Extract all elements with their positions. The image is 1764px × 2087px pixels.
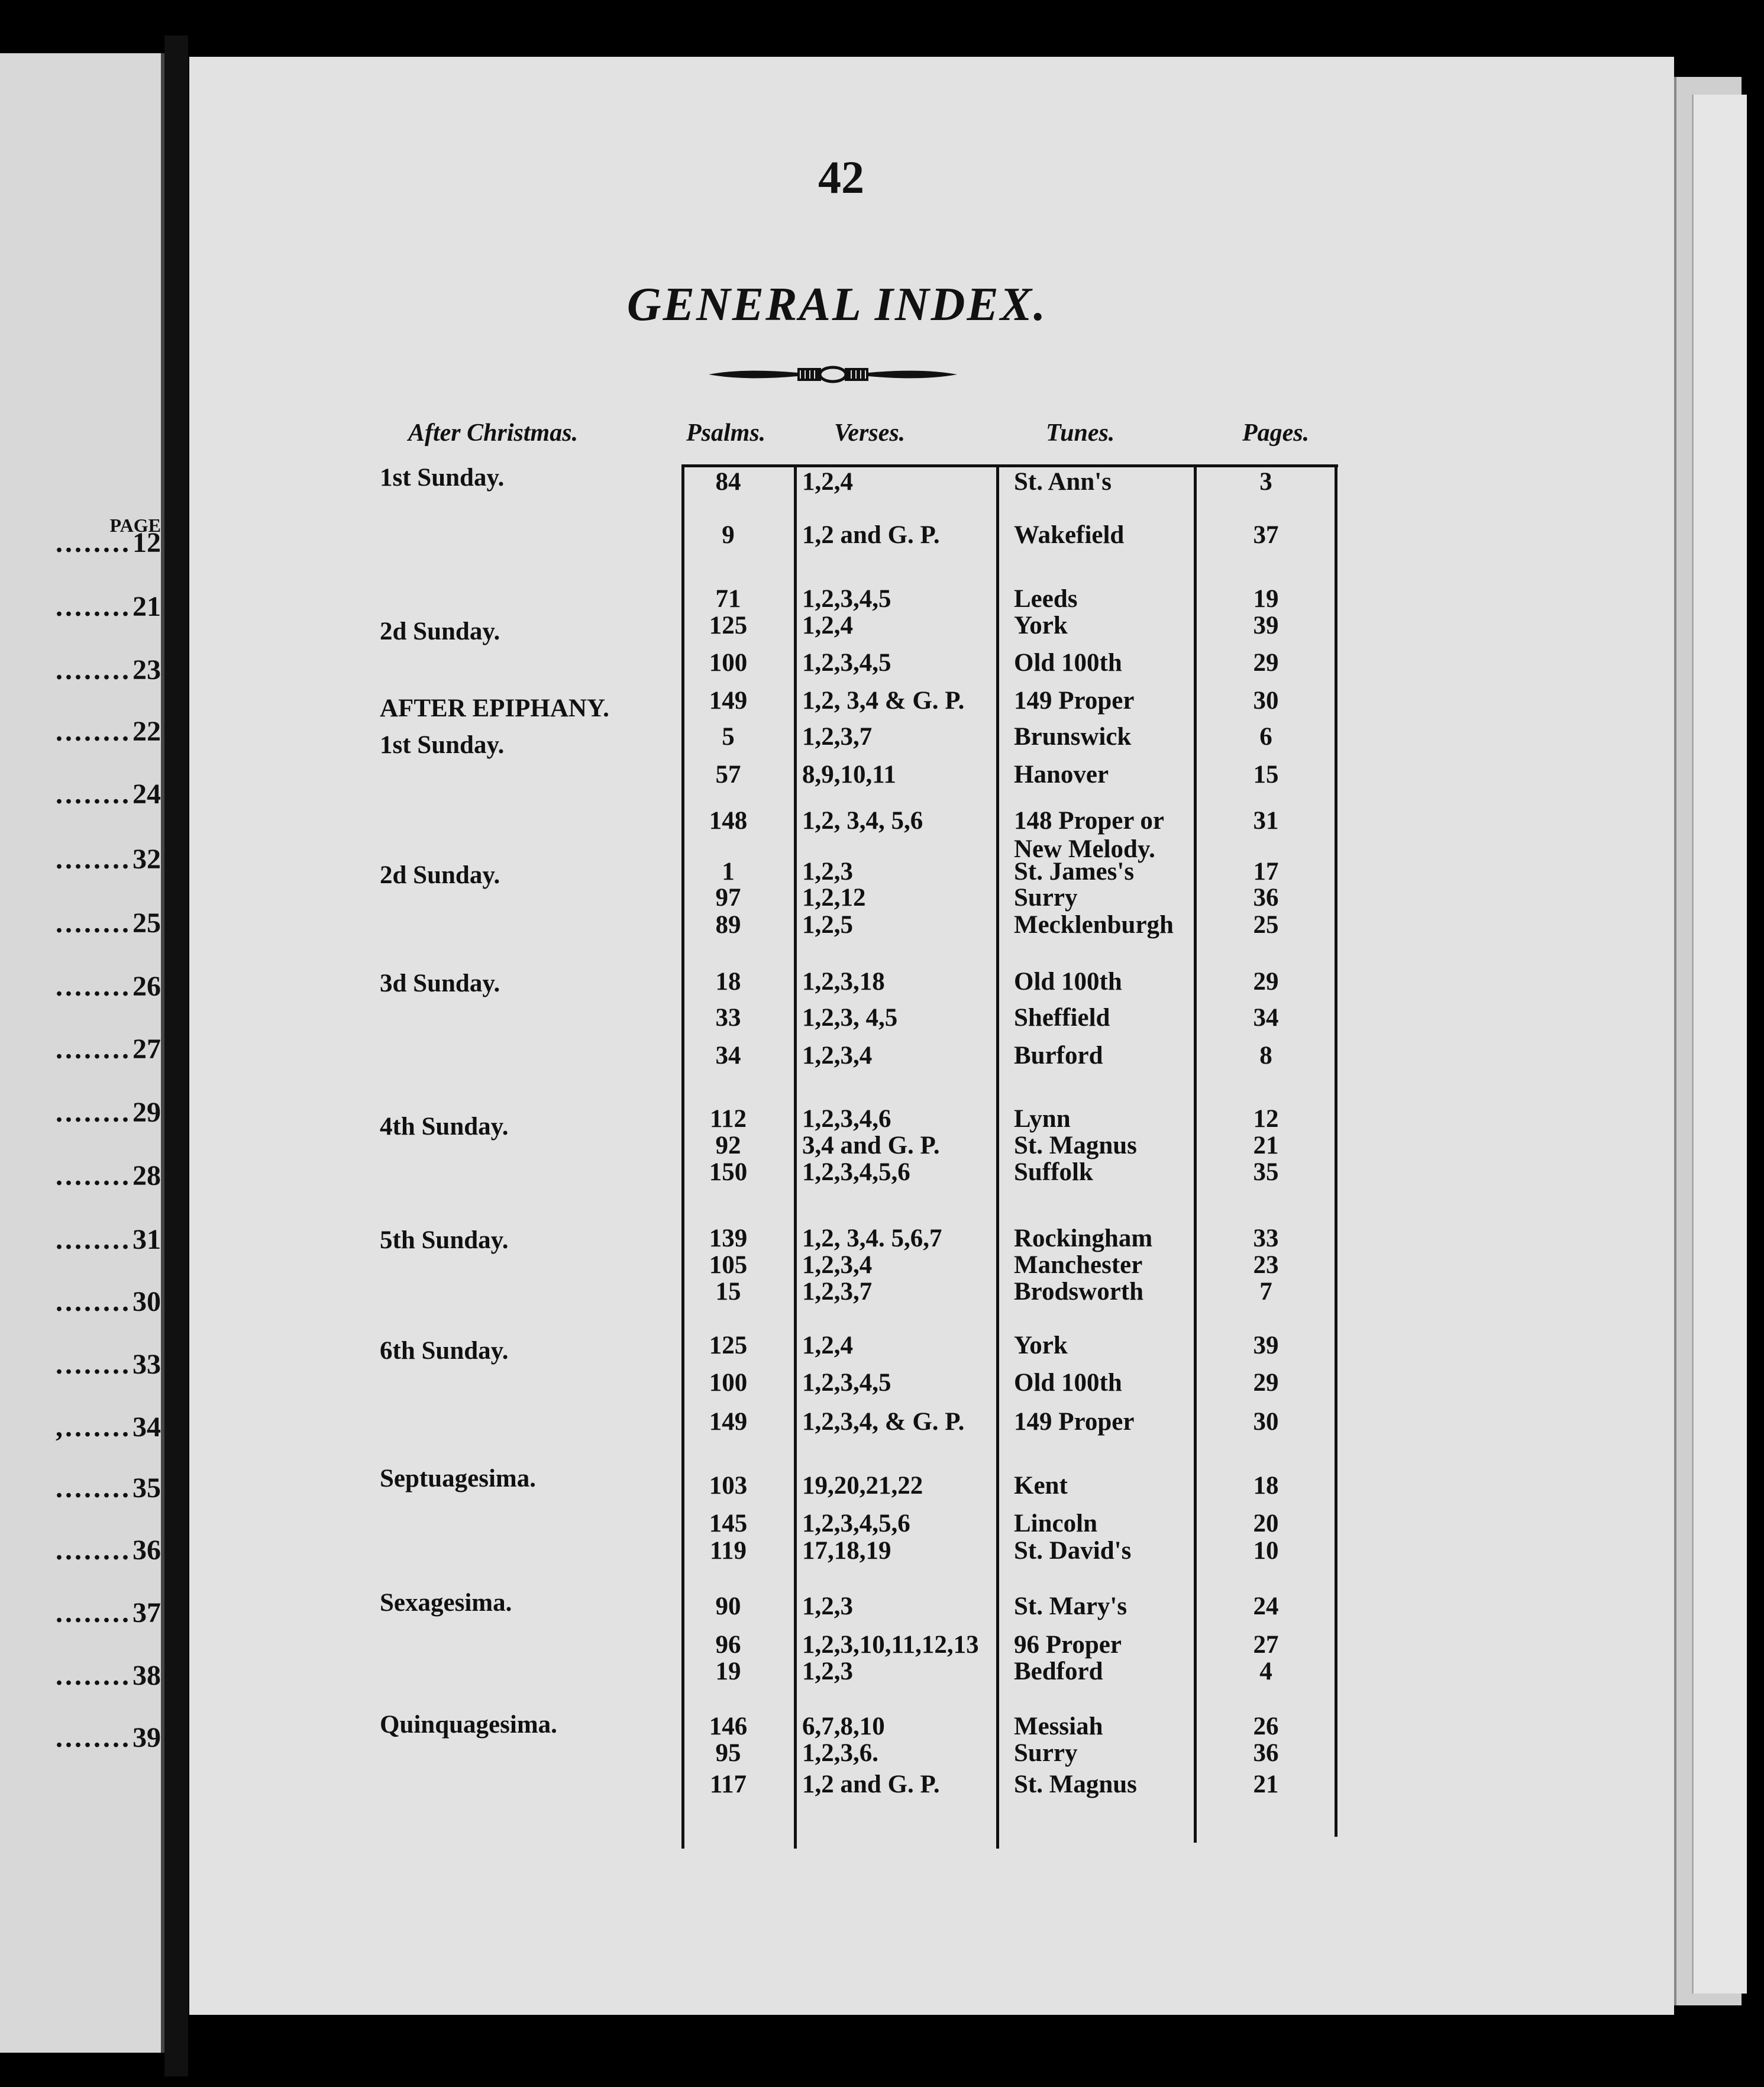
tune-name <box>1014 1472 1068 1500</box>
dot-leader: ........ <box>56 1659 131 1691</box>
tune-name <box>1014 585 1078 613</box>
page-reference: 30 <box>1253 687 1279 715</box>
tune-line: St. David's <box>1014 1537 1132 1565</box>
facing-index-row <box>0 1346 161 1382</box>
facing-page-number: 26 <box>133 970 161 1002</box>
tune-name <box>1014 468 1112 496</box>
page-reference: 19 <box>1253 585 1279 613</box>
page-reference: 26 <box>1253 1713 1279 1740</box>
column-header-pages: Pages. <box>1242 419 1310 447</box>
tune-name <box>1014 649 1122 677</box>
tune-name <box>1014 807 1164 864</box>
tune-line: 148 Proper or <box>1014 807 1164 835</box>
dot-leader: ,....... <box>56 1411 131 1443</box>
psalm-number: 57 <box>715 761 741 789</box>
page-reference: 17 <box>1253 858 1279 886</box>
tune-name <box>1014 1332 1068 1360</box>
facing-index-row <box>0 1222 161 1257</box>
psalm-number: 149 <box>709 1408 748 1436</box>
tune-line: Burford <box>1014 1042 1103 1070</box>
facing-page-number: 37 <box>133 1597 161 1629</box>
tune-line: Lynn <box>1014 1105 1071 1133</box>
verses-list: 1,2,3,4,5,6 <box>802 1158 910 1186</box>
psalm-number: 117 <box>709 1771 747 1798</box>
verses-list: 3,4 and G. P. <box>802 1132 940 1159</box>
tune-line: Wakefield <box>1014 521 1125 549</box>
facing-page-number: 23 <box>133 654 161 686</box>
dot-leader: ........ <box>56 1534 131 1566</box>
verses-list: 1,2,3,4,5,6 <box>802 1510 910 1537</box>
column-rule <box>681 464 684 1849</box>
psalm-number: 103 <box>709 1472 748 1500</box>
tune-line: Surry <box>1014 884 1078 912</box>
tune-line: St. Magnus <box>1014 1132 1137 1159</box>
tune-name <box>1014 1105 1071 1133</box>
section-label: 4th Sunday. <box>380 1113 509 1141</box>
tune-line: Kent <box>1014 1472 1068 1500</box>
tune-name <box>1014 884 1078 912</box>
page-reference: 35 <box>1253 1158 1279 1186</box>
tune-line: Bedford <box>1014 1658 1103 1685</box>
psalm-number: 105 <box>709 1251 748 1279</box>
page-reference: 18 <box>1253 1472 1279 1500</box>
psalm-number: 145 <box>709 1510 748 1537</box>
column-header-verses: Verses. <box>834 419 906 447</box>
psalm-number: 1 <box>722 858 735 886</box>
section-label: 2d Sunday. <box>380 618 500 645</box>
dot-leader: ........ <box>56 1033 131 1065</box>
tune-line: Old 100th <box>1014 1369 1122 1397</box>
section-label: AFTER EPIPHANY. <box>380 694 609 722</box>
psalm-number: 149 <box>709 687 748 715</box>
page-reference: 39 <box>1253 1332 1279 1359</box>
column-rule <box>1335 464 1337 1837</box>
facing-page-number: 34 <box>133 1411 161 1443</box>
verses-list: 1,2,3,4,5 <box>802 649 891 677</box>
facing-page-number: 21 <box>133 590 161 622</box>
tune-line: York <box>1014 1332 1068 1359</box>
psalm-number: 100 <box>709 1369 748 1397</box>
facing-page-number: 27 <box>133 1033 161 1065</box>
tune-name <box>1014 612 1068 640</box>
tune-line: Brunswick <box>1014 723 1132 751</box>
psalm-number: 71 <box>715 585 741 613</box>
tune-line: Sheffield <box>1014 1004 1110 1032</box>
tune-line: St. Magnus <box>1014 1771 1137 1798</box>
column-rule <box>1194 464 1197 1843</box>
tune-line: 96 Proper <box>1014 1631 1122 1659</box>
dot-leader: ........ <box>56 1721 131 1753</box>
verses-list: 1,2,3,10,11,12,13 <box>802 1631 979 1659</box>
tune-name <box>1014 1251 1142 1280</box>
page-reference: 24 <box>1253 1592 1279 1620</box>
page-reference: 21 <box>1253 1132 1279 1159</box>
facing-page-number: 29 <box>133 1096 161 1128</box>
verses-list: 1,2,3,4, & G. P. <box>802 1408 965 1436</box>
dot-leader: ........ <box>56 1597 131 1629</box>
facing-index-row <box>0 1658 161 1693</box>
page-reference: 15 <box>1253 761 1279 789</box>
tune-name <box>1014 687 1134 715</box>
verses-list: 1,2,4 <box>802 468 853 496</box>
verses-list: 1,2,3,7 <box>802 1278 873 1306</box>
dot-leader: ........ <box>56 1348 131 1380</box>
facing-index-row <box>0 1284 161 1319</box>
verses-list: 1,2 and G. P. <box>802 1771 940 1798</box>
page-reference: 29 <box>1253 1369 1279 1397</box>
verses-list: 1,2,3,4,5 <box>802 1369 891 1397</box>
psalm-number: 150 <box>709 1158 748 1186</box>
tune-name <box>1014 1537 1131 1565</box>
dot-leader: ........ <box>56 843 131 875</box>
psalm-number: 84 <box>715 468 741 496</box>
tune-line: York <box>1014 612 1068 639</box>
tune-name <box>1014 1510 1097 1538</box>
page-number: 42 <box>818 151 864 203</box>
column-header-tunes: Tunes. <box>1046 419 1115 447</box>
section-label: 5th Sunday. <box>380 1226 509 1254</box>
facing-index-row <box>0 1532 161 1568</box>
tune-line: St. James's <box>1014 858 1135 886</box>
tune-name <box>1014 1739 1078 1768</box>
tune-name <box>1014 858 1134 886</box>
dot-leader: ........ <box>56 1285 131 1317</box>
page-reference: 39 <box>1253 612 1279 639</box>
tune-name <box>1014 1278 1143 1306</box>
verses-list: 1,2,3,6. <box>802 1739 878 1767</box>
tune-name <box>1014 1408 1134 1436</box>
psalm-number: 19 <box>715 1658 741 1685</box>
facing-page-number: 30 <box>133 1285 161 1317</box>
section-label: 6th Sunday. <box>380 1337 509 1365</box>
page-reference: 29 <box>1253 649 1279 677</box>
tune-line: Leeds <box>1014 585 1078 613</box>
tune-name <box>1014 1132 1137 1160</box>
facing-page-number: 24 <box>133 778 161 810</box>
tune-name <box>1014 1225 1152 1253</box>
facing-index-row <box>0 1720 161 1755</box>
psalm-number: 100 <box>709 649 748 677</box>
page-reference: 12 <box>1253 1105 1279 1133</box>
dot-leader: ........ <box>56 778 131 810</box>
dot-leader: ........ <box>56 590 131 622</box>
psalm-number: 95 <box>715 1739 741 1767</box>
page-reference: 7 <box>1259 1278 1272 1306</box>
page-reference: 25 <box>1253 911 1279 939</box>
page-reference: 37 <box>1253 521 1279 549</box>
column-rule <box>996 464 999 1849</box>
header-rule <box>681 464 1338 467</box>
tune-line: Suffolk <box>1014 1158 1093 1186</box>
tune-line: Mecklenburgh <box>1014 911 1174 939</box>
section-label: 3d Sunday. <box>380 970 500 997</box>
tune-name <box>1014 911 1174 939</box>
facing-page-number: 39 <box>133 1721 161 1753</box>
verses-list: 1,2,3,4 <box>802 1042 873 1070</box>
tune-name <box>1014 1042 1103 1070</box>
tune-name <box>1014 1004 1110 1032</box>
index-title: GENERAL INDEX. <box>626 279 1048 331</box>
tune-line: Rockingham <box>1014 1225 1153 1252</box>
facing-page-number: 31 <box>133 1223 161 1255</box>
page-reference: 21 <box>1253 1771 1279 1798</box>
facing-page-number: 36 <box>133 1534 161 1566</box>
tune-line: St. Ann's <box>1014 468 1112 496</box>
facing-index-row <box>0 525 161 560</box>
tune-name <box>1014 1771 1137 1799</box>
facing-index-row <box>0 1595 161 1630</box>
verses-list: 1,2 and G. P. <box>802 521 940 549</box>
facing-page-number: 33 <box>133 1348 161 1380</box>
facing-index-row <box>0 1031 161 1067</box>
tune-line: 149 Proper <box>1014 1408 1135 1436</box>
facing-index-row <box>0 905 161 941</box>
verses-list: 1,2,5 <box>802 911 853 939</box>
verses-list: 1,2,12 <box>802 884 866 912</box>
verses-list: 1,2,4 <box>802 612 853 639</box>
tune-name <box>1014 1658 1103 1686</box>
verses-list: 1,2,4 <box>802 1332 853 1359</box>
page-reference: 4 <box>1259 1658 1272 1685</box>
facing-page-number: 25 <box>133 907 161 939</box>
dot-leader: ........ <box>56 1159 131 1191</box>
dot-leader: ........ <box>56 970 131 1002</box>
facing-index-row <box>0 652 161 687</box>
tune-line: Surry <box>1014 1739 1078 1767</box>
tune-name <box>1014 723 1131 751</box>
section-label: Quinquagesima. <box>380 1711 557 1739</box>
verses-list: 1,2,3,4,5 <box>802 585 891 613</box>
tune-line: Manchester <box>1014 1251 1143 1279</box>
section-label: 1st Sunday. <box>380 464 505 492</box>
dot-leader: ........ <box>56 1472 131 1504</box>
page-reference: 29 <box>1253 968 1279 996</box>
verses-list: 1,2,3,4,6 <box>802 1105 891 1133</box>
verses-list: 1,2,3 <box>802 1592 853 1620</box>
facing-index-row <box>0 841 161 877</box>
psalm-number: 139 <box>709 1225 748 1252</box>
facing-page-number: 22 <box>133 715 161 747</box>
tune-name <box>1014 1369 1122 1397</box>
facing-index-row <box>0 589 161 624</box>
psalm-number: 112 <box>709 1105 747 1133</box>
section-label: Septuagesima. <box>380 1465 536 1492</box>
tune-name <box>1014 761 1109 789</box>
page-reference: 10 <box>1253 1537 1279 1565</box>
psalm-number: 34 <box>715 1042 741 1070</box>
facing-page-number: 28 <box>133 1159 161 1191</box>
page-reference: 34 <box>1253 1004 1279 1032</box>
page-reference: 31 <box>1253 807 1279 835</box>
verses-list: 1,2,3 <box>802 1658 853 1685</box>
facing-page-number: 38 <box>133 1659 161 1691</box>
dot-leader: ........ <box>56 526 131 558</box>
psalm-number: 146 <box>709 1713 748 1740</box>
tune-name <box>1014 1158 1093 1187</box>
facing-index-row <box>0 1409 161 1445</box>
tune-line: Lincoln <box>1014 1510 1097 1537</box>
page-reference: 20 <box>1253 1510 1279 1537</box>
verses-list: 6,7,8,10 <box>802 1713 885 1740</box>
column-rule <box>794 464 797 1849</box>
page-reference: 27 <box>1253 1631 1279 1659</box>
psalm-number: 90 <box>715 1592 741 1620</box>
verses-list: 1,2, 3,4. 5,6,7 <box>802 1225 942 1252</box>
page-reference: 3 <box>1259 468 1272 496</box>
psalm-number: 33 <box>715 1004 741 1032</box>
page-reference: 8 <box>1259 1042 1272 1070</box>
page-edge-inner <box>1692 95 1747 1994</box>
page-reference: 33 <box>1253 1225 1279 1252</box>
tune-line: Old 100th <box>1014 649 1122 677</box>
page-reference: 36 <box>1253 1739 1279 1767</box>
dot-leader: ........ <box>56 654 131 686</box>
facing-page-fragment <box>0 53 164 2053</box>
dot-leader: ........ <box>56 907 131 939</box>
tune-name <box>1014 1592 1127 1621</box>
page-reference: 30 <box>1253 1408 1279 1436</box>
verses-list: 19,20,21,22 <box>802 1472 923 1500</box>
verses-list: 8,9,10,11 <box>802 761 896 789</box>
page-reference: 23 <box>1253 1251 1279 1279</box>
column-header-section: After Christmas. <box>408 419 579 447</box>
dot-leader: ........ <box>56 1096 131 1128</box>
verses-list: 17,18,19 <box>802 1537 891 1565</box>
psalm-number: 15 <box>715 1278 741 1306</box>
facing-page-header: PAGE <box>109 515 161 536</box>
ornament-rule-icon <box>709 360 957 389</box>
tune-name <box>1014 521 1124 550</box>
page-reference: 36 <box>1253 884 1279 912</box>
tune-line: Messiah <box>1014 1713 1103 1740</box>
psalm-number: 9 <box>722 521 735 549</box>
tune-line: 149 Proper <box>1014 687 1135 715</box>
psalm-number: 89 <box>715 911 741 939</box>
book-gutter <box>164 35 188 2076</box>
psalm-number: 92 <box>715 1132 741 1159</box>
tune-line: New Melody. <box>1014 835 1155 863</box>
dot-leader: ........ <box>56 715 131 747</box>
column-header-psalms: Psalms. <box>686 419 766 447</box>
tune-name <box>1014 1631 1122 1659</box>
section-label: 1st Sunday. <box>380 731 505 759</box>
tune-line: Hanover <box>1014 761 1109 789</box>
verses-list: 1,2,3, 4,5 <box>802 1004 898 1032</box>
section-label: 2d Sunday. <box>380 861 500 889</box>
psalm-number: 18 <box>715 968 741 996</box>
facing-page-number: 35 <box>133 1472 161 1504</box>
psalm-number: 96 <box>715 1631 741 1659</box>
psalm-number: 5 <box>722 723 735 751</box>
section-label: Sexagesima. <box>380 1589 512 1617</box>
psalm-number: 125 <box>709 1332 748 1359</box>
facing-index-row <box>0 1158 161 1193</box>
verses-list: 1,2, 3,4 & G. P. <box>802 687 965 715</box>
tune-line: St. Mary's <box>1014 1592 1127 1620</box>
verses-list: 1,2,3,7 <box>802 723 873 751</box>
verses-list: 1,2,3,4 <box>802 1251 873 1279</box>
facing-index-row <box>0 776 161 812</box>
dot-leader: ........ <box>56 1223 131 1255</box>
psalm-number: 148 <box>709 807 748 835</box>
facing-index-row <box>0 1470 161 1506</box>
verses-list: 1,2,3 <box>802 858 853 886</box>
psalm-number: 125 <box>709 612 748 639</box>
facing-page-number: 32 <box>133 843 161 875</box>
facing-page-number: 12 <box>133 526 161 558</box>
facing-index-row <box>0 713 161 749</box>
psalm-number: 97 <box>715 884 741 912</box>
verses-list: 1,2,3,18 <box>802 968 885 996</box>
facing-index-row <box>0 968 161 1004</box>
tune-name <box>1014 968 1122 996</box>
verses-list: 1,2, 3,4, 5,6 <box>802 807 923 835</box>
tune-name <box>1014 1713 1103 1741</box>
tune-line: Brodsworth <box>1014 1278 1144 1306</box>
facing-index-row <box>0 1094 161 1130</box>
psalm-number: 119 <box>709 1537 747 1565</box>
page-reference: 6 <box>1259 723 1272 751</box>
tune-line: Old 100th <box>1014 968 1122 996</box>
